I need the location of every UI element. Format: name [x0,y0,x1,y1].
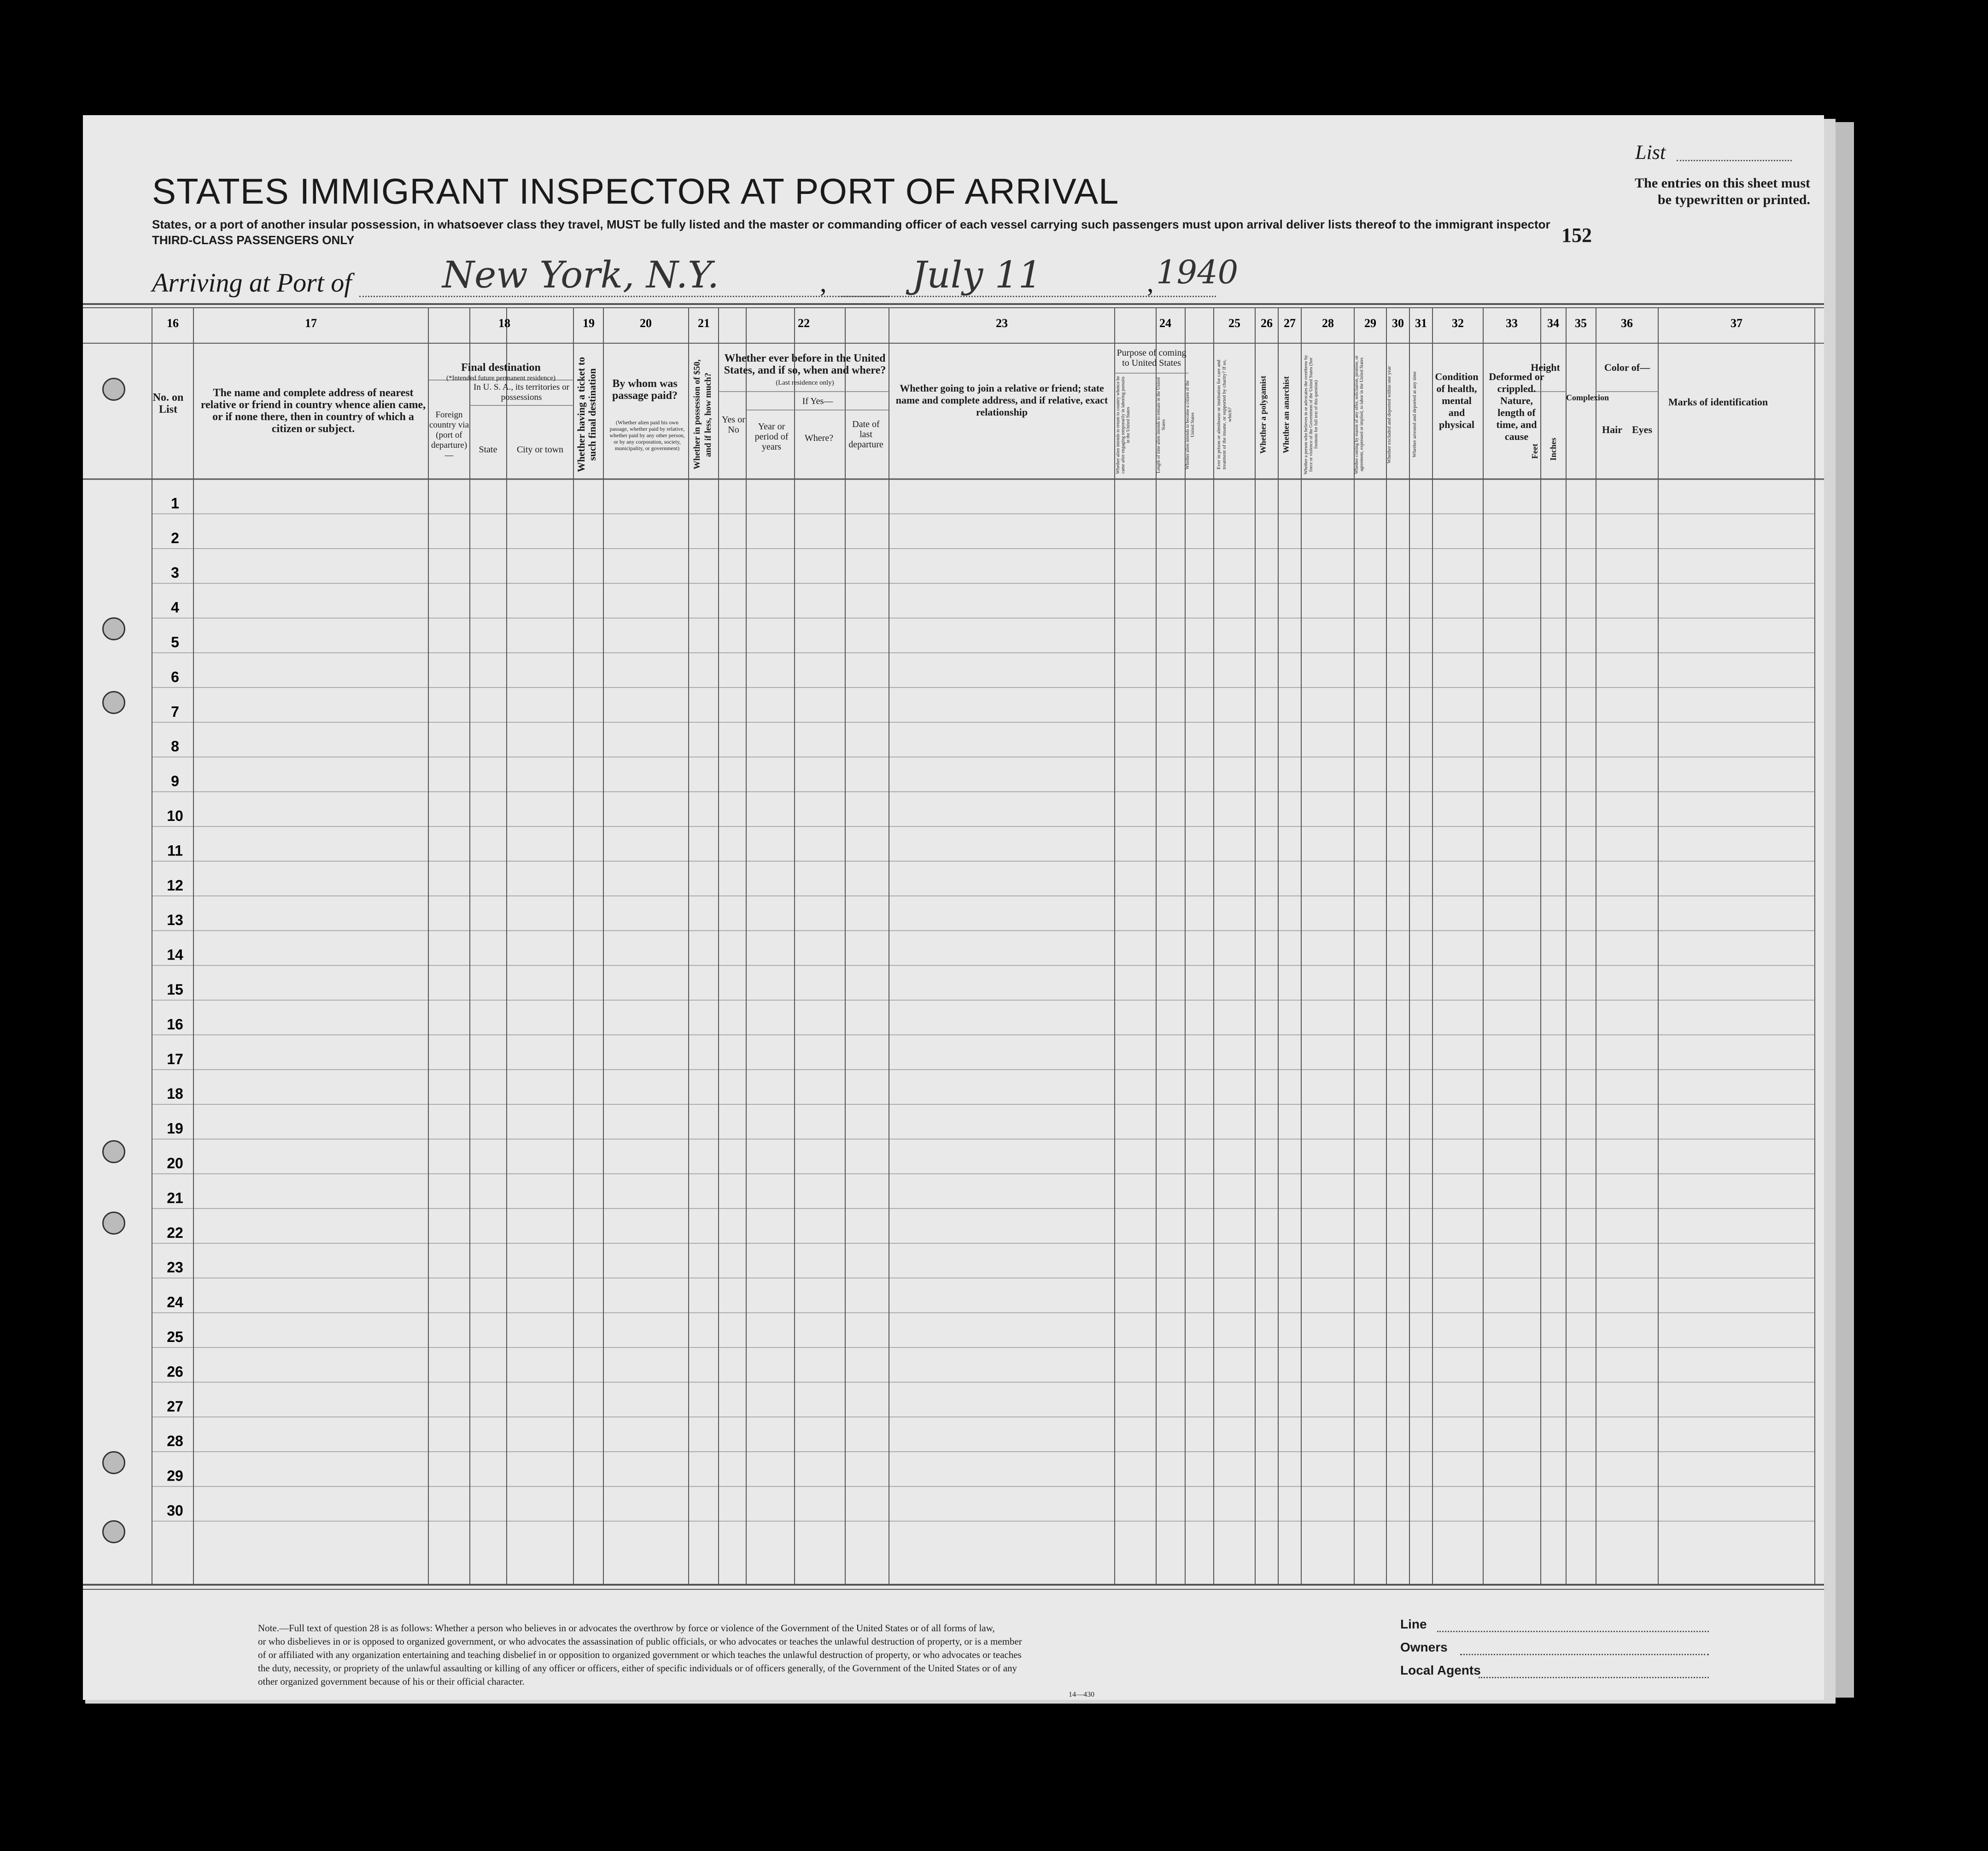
col34-feet: Feet [1530,444,1539,459]
row-number: 29 [167,1467,183,1484]
col20-header: By whom was passage paid? [612,378,678,402]
column-number: 23 [996,316,1008,330]
col24-c: Whether alien intends to become a citizen of the United States [1185,380,1195,470]
subtitle-line-1: States, or a port of another insular possession, in whatsoever class they travel, MUST be fully listed and the master or commanding officer of each vessel carrying such passengers must upon arrival deliver lists thereof to the immigrant inspector [152,217,1550,231]
comma: , [820,268,827,298]
col35-header: Complexion [1566,393,1609,402]
column-number: 33 [1506,316,1518,330]
column-number: 36 [1621,316,1633,330]
row-number: 22 [167,1224,183,1241]
column-number: 32 [1452,316,1464,330]
col31-header: Whether arrested and deported at any time [1412,371,1417,458]
col18-foreign: Foreign country via (port of departure)— [429,410,469,460]
row-number: 8 [171,738,179,755]
column-number: 26 [1261,316,1273,330]
row-number: 17 [167,1050,183,1067]
column-number: 16 [167,316,179,330]
column-number: 29 [1364,316,1376,330]
col21-header: Whether in possession of $50, and if less, how much? [692,359,713,470]
row-number: 7 [171,703,179,720]
row-number: 23 [167,1259,183,1276]
form-code: 14—430 [1069,1691,1094,1699]
row-number: 15 [167,981,183,998]
row-number: 28 [167,1433,183,1450]
sheet-number: 152 [1561,224,1592,246]
col18-city: City or town [516,445,564,455]
column-number: 28 [1322,316,1334,330]
col24-b: Length of time alien intends to remain in the United States [1156,377,1166,473]
local-agents-label: Local Agents [1400,1663,1481,1677]
col18-note: (*Intended future permanent residence) [446,375,555,382]
column-number: 20 [640,316,652,330]
row-number: 4 [171,599,179,616]
column-number: 17 [305,316,317,330]
col36-header: Color of— [1604,362,1650,373]
arrival-year-value: 1940 [1156,253,1239,291]
col36-eyes: Eyes [1632,424,1652,435]
row-number: 16 [167,1016,183,1033]
row-number: 25 [167,1329,183,1345]
col22-note: (Last residence only) [776,379,834,387]
row-number: 12 [167,877,183,894]
row-number: 18 [167,1085,183,1102]
row-number: 21 [167,1189,183,1207]
row-number: 19 [167,1120,183,1137]
footnote-q28: Note.—Full text of question 28 is as follows: Whether a person who believes in or advocates the overthrow by force or violence of the Government of the United States or of all forms of law, or who disbelieves in or is opposed to organized government, or who advocates the assassination of public officials, or who advocates or teaches the unlawful destruction of property, or is a member of or affiliated with any organization entertaining and teaching disbelief in or opposition to organized government or which teaches the unlawful destruction of property, or who advocates or teaches the duty, necessity, or propriety of the unlawful assaulting or killing of any officer or officers, either of specific individuals or of officers generally, of the Government of the United States or of any other organized government because of his or their official character. [258,1623,1022,1687]
col18-usa: In U. S. A., its territories or possessions [474,382,569,402]
row-number: 9 [171,773,179,790]
col22-header: Whether ever before in the United States, and if so, when and where? [724,352,886,376]
col26-header: Whether a polygamist [1258,375,1268,454]
col37-header: Marks of identification [1668,396,1768,408]
col25-header: Ever in prison or almshouse or institution for care and treatment of the insane, or supported by charity? If so, which? [1216,359,1233,470]
port-of-arrival-value: New York, N.Y. [442,253,719,296]
col19-header: Whether having a ticket to such final destination [575,357,598,473]
row-number: 27 [167,1398,183,1415]
col22-if-yes: If Yes— [802,396,833,406]
column-number: 27 [1284,316,1296,330]
column-number: 25 [1228,316,1240,330]
col18-header: Final destination [461,362,541,374]
row-number: 24 [167,1294,183,1311]
column-number: 24 [1159,316,1171,330]
col32-header: Condition of health, mental and physical [1435,371,1479,430]
col18-state: State [479,445,497,455]
col30-header: Whether excluded and deported within one year [1386,366,1392,463]
col23-header: Whether going to join a relative or friend; state name and complete address, and if relative, exact relationship [895,382,1108,418]
column-number: 34 [1547,316,1559,330]
column-number: 30 [1392,316,1404,330]
column-number: 31 [1415,316,1427,330]
row-number: 6 [171,668,179,685]
col22-year: Year or period of years [754,422,789,452]
row-number: 3 [171,564,179,581]
col33-header: Deformed or crippled. Nature, length of time, and cause [1489,371,1544,442]
list-label: List [1635,141,1666,164]
col34-inches: Inches [1549,438,1558,461]
col22-where: Where? [804,433,834,443]
col22-date: Date of last departure [848,419,883,450]
col36-hair: Hair [1602,424,1622,435]
column-number: 22 [798,316,810,330]
column-number: 35 [1575,316,1587,330]
row-number: 5 [171,634,179,650]
row-number: 10 [167,808,183,824]
line-label: Line [1400,1617,1427,1631]
manifest-grid [83,115,1824,1700]
row-number: 13 [167,912,183,929]
column-number: 21 [698,316,710,330]
col20-note: (Whether alien paid his own passage, whether paid by relative, whether paid by any other person, or by any corporation, society, municipality, or government) [609,419,685,451]
col29-header: Whether coming by reason of any offer, solicitation, promise, or agreement, expressed or implied, to labor in the United States [1354,355,1364,474]
owners-label: Owners [1400,1640,1448,1654]
col24-header: Purpose of coming to United States [1117,348,1187,368]
page-title: STATES IMMIGRANT INSPECTOR AT PORT OF ARRIVAL [152,171,1119,211]
comma: , [1147,268,1154,298]
arrival-date-value: July 11 [912,253,1042,296]
row-number: 20 [167,1155,183,1172]
row-number: 2 [171,529,179,546]
column-number: 19 [583,316,595,330]
col28-header: Whether a person who believes in or advocates the overthrow by force or violence of the Government of the United States (See footnote for full text of this question) [1304,355,1319,474]
column-number: 37 [1731,316,1742,330]
typewritten-instruction: The entries on this sheet must be typewritten or printed. [1635,176,1810,207]
row-number: 26 [167,1363,183,1380]
col17-header: The name and complete address of nearest relative or friend in country whence alien came, or if none there, then in country of which a citizen or subject. [200,387,426,435]
port-label: Arriving at Port of [152,268,352,298]
subtitle-line-2: THIRD-CLASS PASSENGERS ONLY [152,233,355,247]
column-number: 18 [498,316,510,330]
col27-header: Whether an anarchist [1281,376,1291,453]
row-number: 11 [167,842,183,859]
col24-a: Whether alien intends to return to country whence he came after engaging temporarily in laboring pursuits in the United States [1116,376,1131,474]
row-number: 14 [167,946,183,963]
row-number: 1 [171,495,179,512]
row-number: 30 [167,1502,183,1519]
col34-header: Height [1531,362,1560,373]
col22-yes-no: Yes or No [722,415,745,435]
col16-header: No. on List [152,392,184,416]
manifest-sheet [83,115,1824,1700]
